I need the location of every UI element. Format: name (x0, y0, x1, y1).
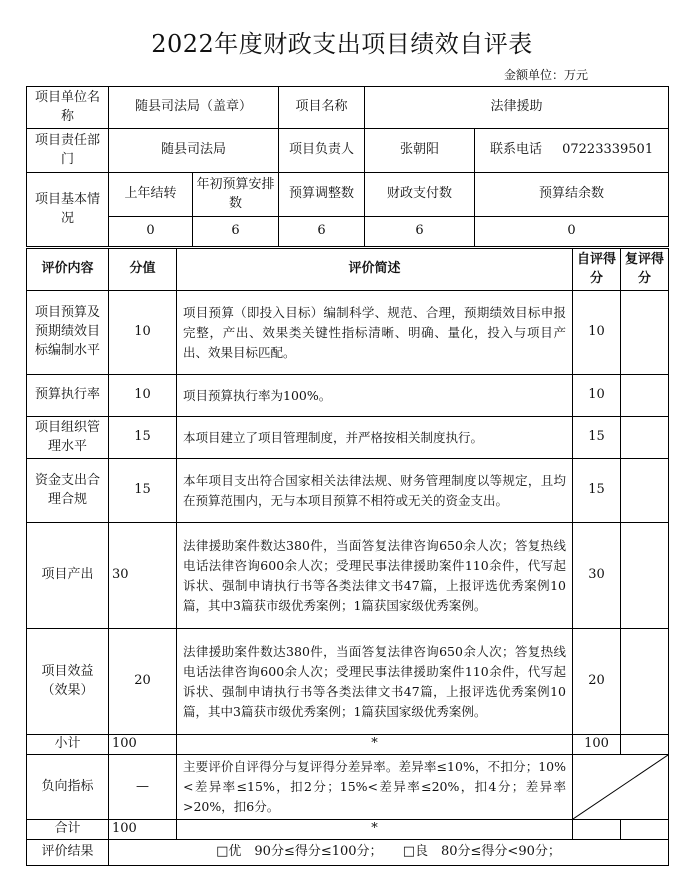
phone-label: 联系电话 (489, 142, 542, 158)
basic-header-carryover: 上年结转 (109, 173, 193, 217)
row-description: 法律援助案件数达380件，当面答复法律咨询650余人次；答复热线电话法律咨询600余人次；受理民事法律援助案件110余件，代写起诉状、强制申请执行书等各类法律文书47篇，上报评选优秀案例10篇，其中3篇获市级优秀案例；1篇获国家级优秀案例。 (177, 523, 573, 629)
row-review-score (621, 375, 669, 417)
row-review-score (621, 417, 669, 459)
row-self-score: 15 (573, 417, 621, 459)
result-label: 评价结果 (27, 840, 109, 866)
amount-unit-note: 金额单位：万元 (503, 68, 588, 82)
header-content: 评价内容 (27, 249, 109, 291)
result-options (109, 840, 669, 866)
row-review-score (621, 459, 669, 523)
phone-cell (475, 129, 669, 173)
total-self-score (573, 820, 621, 840)
total-review-score (621, 820, 669, 840)
basic-info-header-row (27, 173, 669, 217)
total-score: 100 (109, 820, 177, 840)
basic-value-adjusted-budget: 6 (279, 217, 365, 247)
row-description: 本年项目支出符合国家相关法律法规、财务管理制度以等规定，且均在预算范围内，无与本项目预算不相符或无关的资金支出。 (177, 459, 573, 523)
row-score: 10 (109, 291, 177, 375)
diagonal-line (573, 755, 668, 819)
subtotal-review-score (621, 735, 669, 755)
result-good-option[interactable]: □良 80分≤得分<90分； (402, 844, 561, 860)
subtotal-score: 100 (109, 735, 177, 755)
negative-diagonal-cell (573, 755, 669, 820)
table-row (27, 629, 669, 735)
negative-label: 负向指标 (27, 755, 109, 820)
responsible-dept-label: 项目责任部门 (27, 129, 109, 173)
row-description: 本项目建立了项目管理制度，并严格按相关制度执行。 (177, 417, 573, 459)
project-leader-label: 项目负责人 (279, 129, 365, 173)
row-self-score: 30 (573, 523, 621, 629)
responsible-dept-value: 随县司法局 (109, 129, 279, 173)
row-self-score: 20 (573, 629, 621, 735)
row-self-score: 10 (573, 375, 621, 417)
subtotal-description: * (177, 735, 573, 755)
evaluation-table (26, 248, 669, 866)
header-description: 评价简述 (177, 249, 573, 291)
basic-info-values-row (27, 217, 669, 247)
basic-info-label: 项目基本情况 (27, 173, 109, 247)
row-description: 项目预算执行率为100%。 (177, 375, 573, 417)
table-row (27, 459, 669, 523)
table-row (27, 523, 669, 629)
table-row (27, 291, 669, 375)
row-content: 项目产出 (27, 523, 109, 629)
subtotal-label: 小计 (27, 735, 109, 755)
subtotal-self-score: 100 (573, 735, 621, 755)
table-row (27, 375, 669, 417)
row-score: 10 (109, 375, 177, 417)
header-review-score: 复评得分 (621, 249, 669, 291)
phone-value: 07223339501 (562, 142, 654, 158)
total-row (27, 820, 669, 840)
row-score: 15 (109, 459, 177, 523)
negative-indicator-row (27, 755, 669, 820)
project-unit-value: 随县司法局（盖章） (109, 87, 279, 129)
basic-value-initial-budget: 6 (193, 217, 279, 247)
row-review-score (621, 523, 669, 629)
basic-header-balance: 预算结余数 (475, 173, 669, 217)
basic-header-adjusted-budget: 预算调整数 (279, 173, 365, 217)
row-content: 项目预算及预期绩效目标编制水平 (27, 291, 109, 375)
result-excellent-option[interactable]: □优 90分≤得分≤100分； (216, 844, 383, 860)
row-content: 项目效益（效果） (27, 629, 109, 735)
row-content: 项目组织管理水平 (27, 417, 109, 459)
basic-value-paid: 6 (365, 217, 475, 247)
basic-value-balance: 0 (475, 217, 669, 247)
row-score: 20 (109, 629, 177, 735)
info-row-dept (27, 129, 669, 173)
project-unit-label: 项目单位名称 (27, 87, 109, 129)
basic-value-carryover: 0 (109, 217, 193, 247)
project-info-table (26, 86, 669, 247)
eval-header-row (27, 249, 669, 291)
project-name-label: 项目名称 (279, 87, 365, 129)
row-score: 30 (109, 523, 177, 629)
basic-header-paid: 财政支付数 (365, 173, 475, 217)
negative-score: — (109, 755, 177, 820)
row-description: 项目预算（即投入目标）编制科学、规范、合理，预期绩效目标申报完整，产出、效果类关键性指标清晰、明确、量化，投入与项目产出、效果目标匹配。 (177, 291, 573, 375)
row-content: 预算执行率 (27, 375, 109, 417)
row-review-score (621, 291, 669, 375)
row-content: 资金支出合理合规 (27, 459, 109, 523)
basic-header-initial-budget: 年初预算安排数 (193, 173, 279, 217)
row-self-score: 15 (573, 459, 621, 523)
info-row-unit (27, 87, 669, 129)
subtotal-row (27, 735, 669, 755)
page-title: 2022年度财政支出项目绩效自评表 (151, 30, 533, 58)
project-name-value: 法律援助 (365, 87, 669, 129)
row-self-score: 10 (573, 291, 621, 375)
header-self-score: 自评得分 (573, 249, 621, 291)
total-description: * (177, 820, 573, 840)
result-row (27, 840, 669, 866)
total-label: 合计 (27, 820, 109, 840)
header-score: 分值 (109, 249, 177, 291)
negative-description: 主要评价自评得分与复评得分差异率。差异率≤10%，不扣分；10%<差异率≤15%，扣2分；15%<差异率≤20%，扣4分；差异率>20%，扣6分。 (177, 755, 573, 820)
row-description: 法律援助案件数达380件，当面答复法律咨询650余人次；答复热线电话法律咨询600余人次；受理民事法律援助案件110余件，代写起诉状、强制申请执行书等各类法律文书47篇，上报评选优秀案例10篇，其中3篇获市级优秀案例；1篇获国家级优秀案例。 (177, 629, 573, 735)
row-score: 15 (109, 417, 177, 459)
project-leader-value: 张朝阳 (365, 129, 475, 173)
row-review-score (621, 629, 669, 735)
table-row (27, 417, 669, 459)
